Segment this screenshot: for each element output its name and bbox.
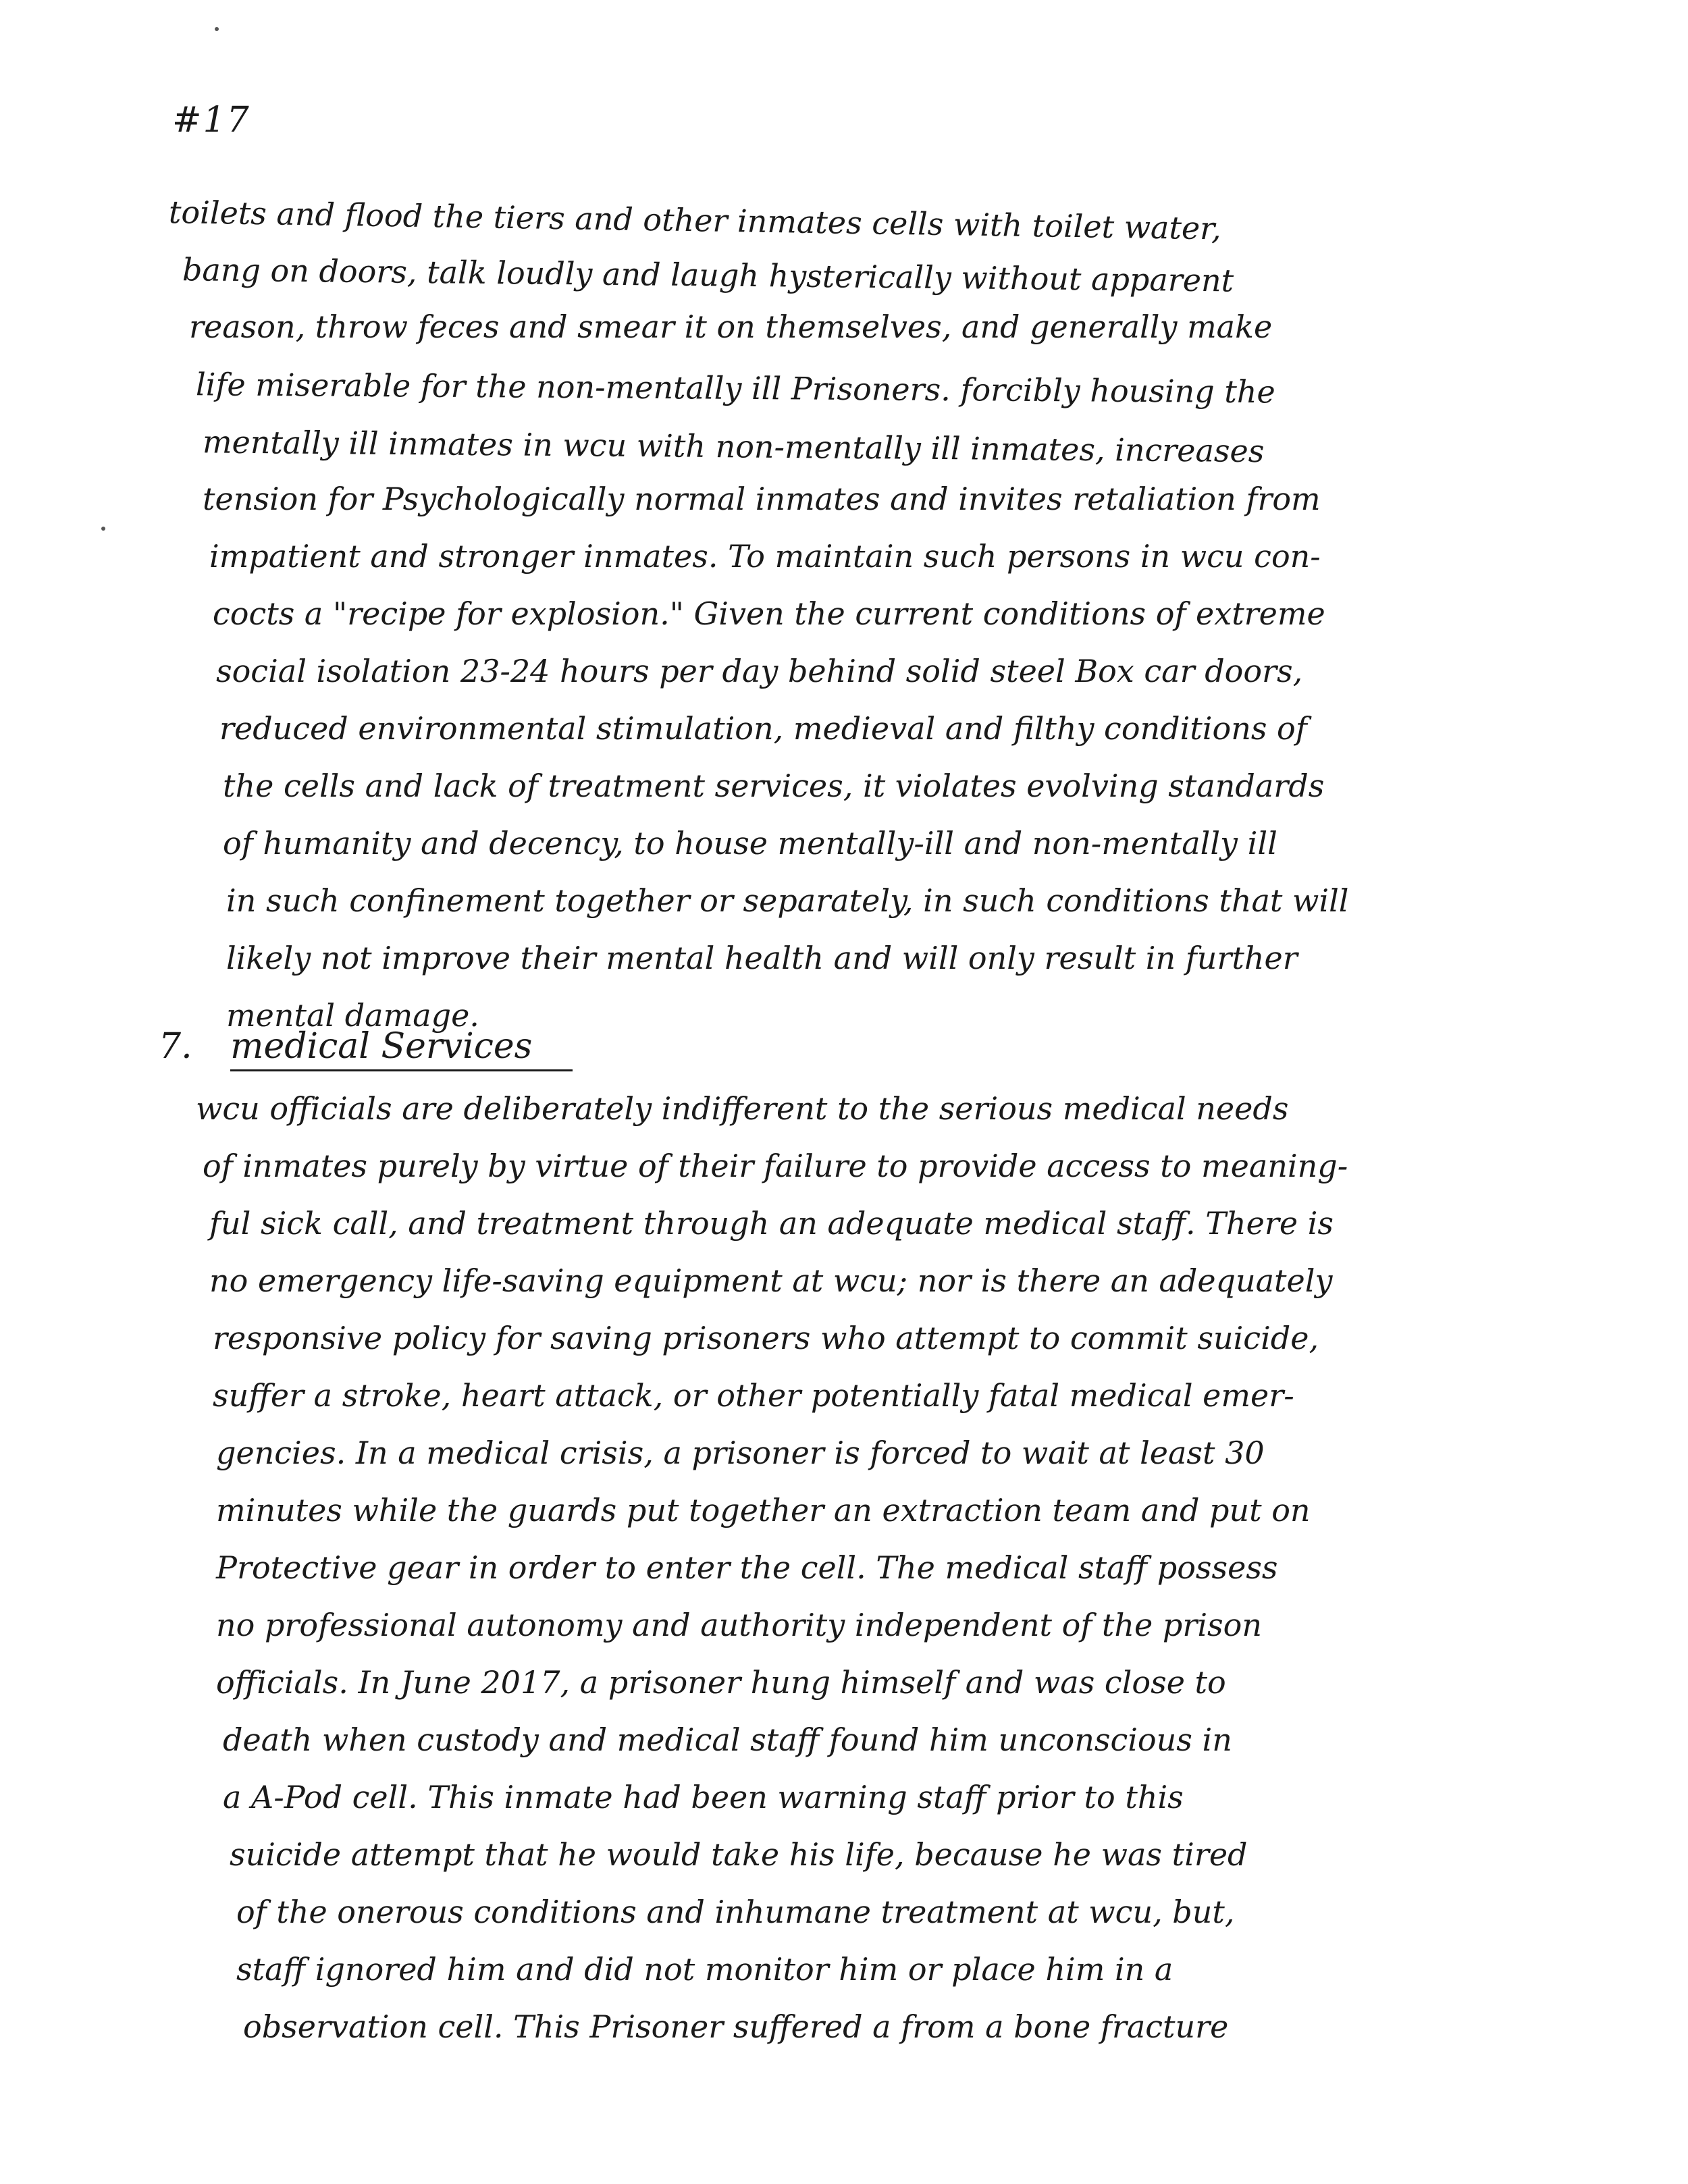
text-line: of the onerous conditions and inhumane treatment at wcu, but,: [236, 1894, 1235, 1930]
text-line: Protective gear in order to enter the cell. The medical staff possess: [216, 1549, 1278, 1586]
text-line: toilets and flood the tiers and other inmates cells with toilet water,: [168, 194, 1222, 247]
text-line: suffer a stroke, heart attack, or other potentially fatal medical emer-: [213, 1377, 1294, 1414]
text-line: minutes while the guards put together an extraction team and put on: [216, 1492, 1311, 1528]
paragraph-mental-health: [169, 184, 1627, 1044]
text-line: cocts a "recipe for explosion." Given the current conditions of extreme: [213, 595, 1325, 632]
text-line: no emergency life-saving equipment at wcu; nor is there an adequately: [209, 1262, 1333, 1299]
text-line: ful sick call, and treatment through an adequate medical staff. There is: [209, 1205, 1334, 1242]
text-line: suicide attempt that he would take his life, because he was tired: [230, 1836, 1248, 1873]
section-title: medical Services: [230, 1026, 573, 1071]
text-line: social isolation 23-24 hours per day behind solid steel Box car doors,: [216, 653, 1303, 689]
stray-ink-mark: [215, 27, 219, 31]
text-line: of inmates purely by virtue of their failure to provide access to meaning-: [203, 1148, 1348, 1184]
text-line: observation cell. This Prisoner suffered a from a bone fracture: [243, 2008, 1229, 2045]
stray-ink-mark: [101, 527, 105, 531]
text-line: responsive policy for saving prisoners who attempt to commit suicide,: [213, 1320, 1319, 1356]
text-line: life miserable for the non-mentally ill Prisoners. forcibly housing the: [195, 366, 1275, 410]
text-line: wcu officials are deliberately indifferent to the serious medical needs: [196, 1090, 1289, 1127]
section-number: 7.: [159, 1026, 192, 1067]
text-line: in such confinement together or separately, in such conditions that will: [226, 882, 1349, 919]
page-number: #17: [172, 100, 250, 140]
text-line: mental damage.: [226, 997, 479, 1034]
text-line: likely not improve their mental health and will only result in further: [226, 940, 1298, 976]
paragraph-medical-services: [196, 1080, 1654, 2056]
text-line: the cells and lack of treatment services, it violates evolving standards: [223, 768, 1325, 804]
text-line: reduced environmental stimulation, medieval and filthy conditions of: [219, 710, 1307, 747]
text-line: no professional autonomy and authority independent of the prison: [216, 1607, 1262, 1643]
text-line: reason, throw feces and smear it on themselves, and generally make: [189, 309, 1273, 345]
text-line: impatient and stronger inmates. To maintain such persons in wcu con-: [209, 538, 1321, 575]
text-line: tension for Psychologically normal inmates and invites retaliation from: [203, 481, 1321, 517]
section-heading-medical-services: [159, 1026, 573, 1071]
text-line: a A-Pod cell. This inmate had been warning staff prior to this: [223, 1779, 1184, 1815]
text-line: mentally ill inmates in wcu with non-mentally ill inmates, increases: [202, 423, 1265, 470]
text-line: staff ignored him and did not monitor him or place him in a: [236, 1951, 1173, 1988]
text-line: of humanity and decency, to house mentally-ill and non-mentally ill: [223, 825, 1277, 861]
text-line: bang on doors, talk loudly and laugh hysterically without apparent: [182, 251, 1234, 299]
text-line: gencies. In a medical crisis, a prisoner is forced to wait at least 30: [216, 1435, 1265, 1471]
text-line: officials. In June 2017, a prisoner hung himself and was close to: [216, 1664, 1226, 1701]
text-line: death when custody and medical staff found him unconscious in: [223, 1722, 1232, 1758]
